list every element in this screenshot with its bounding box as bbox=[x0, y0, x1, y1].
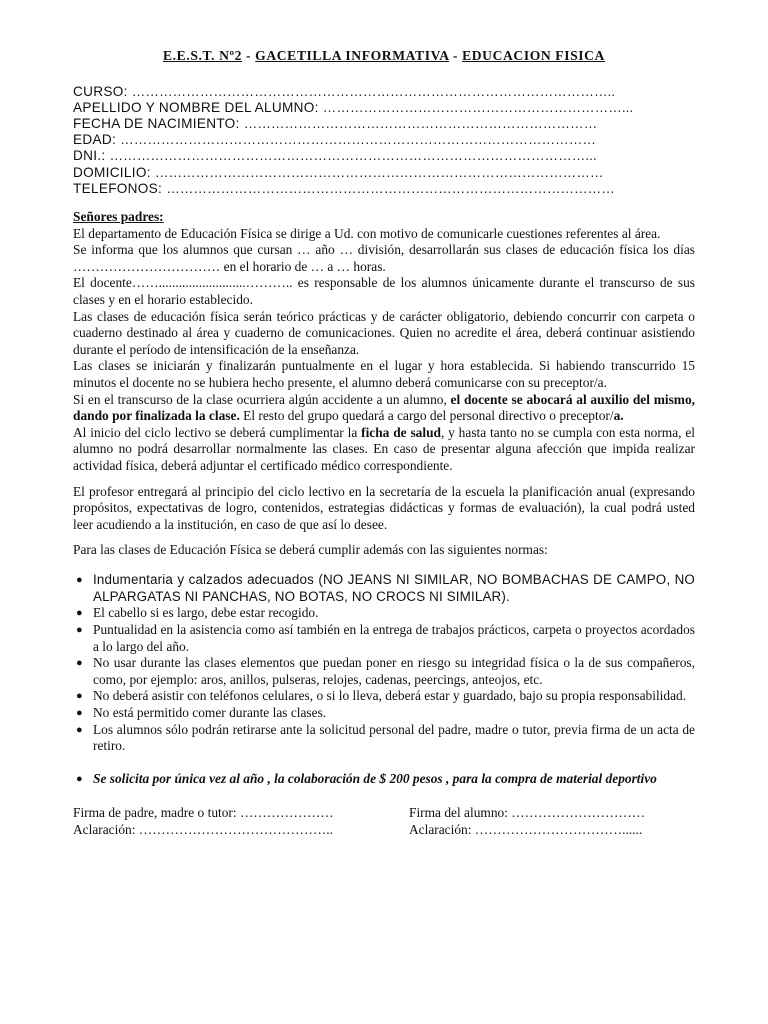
signature-right bbox=[409, 805, 695, 838]
form-field-birthdate: FECHA DE NACIMIENTO: …………………………………………………………………… bbox=[73, 116, 598, 131]
paragraph-punctuality: Las clases se iniciarán y finalizarán puntualmente en el lugar y hora establecida. Si habiendo transcurrido 15 minutos el docente no se hubiera hecho presente, el alumno deberá comunicarse con su preceptor/a. bbox=[73, 358, 695, 390]
student-signature-line: Firma del alumno: ………………………… bbox=[409, 805, 646, 821]
document-page bbox=[73, 48, 695, 839]
paragraph-schedule: Se informa que los alumnos que cursan … año … división, desarrollarán sus clases de educación física los días …………………………… en el horario de … a … horas. bbox=[73, 242, 695, 274]
form-field-dni: DNI.: ……………………………………………………………………………………………... bbox=[73, 148, 597, 164]
student-clarification-line: Aclaración: ……………………………...... bbox=[409, 822, 643, 838]
paragraph-teacher: El docente……..........................……….. es responsable de los alumnos únicamente durante el transcurso de sus clases y en el horario establecido. bbox=[73, 275, 695, 307]
list-item: ● Puntualidad en la asistencia como así también en la entrega de trabajos prácticos, carpeta o proyectos acordados a lo largo del año. bbox=[73, 622, 695, 655]
signature-left bbox=[73, 805, 409, 838]
paragraph-health-form: Al inicio del ciclo lectivo se deberá cumplimentar la ficha de salud, y hasta tanto no se cumpla con esta norma, el alumno no podrá desarrollar normalmente las clases. En caso de presentar alguna afección que impida realizar actividad física, deberá adjuntar el certificado médico correspondiente. bbox=[73, 424, 696, 473]
form-field-name: APELLIDO Y NOMBRE DEL ALUMNO: …………………………………………………………... bbox=[73, 99, 634, 115]
paragraph-norms-intro: Para las clases de Educación Física se deberá cumplir además con las siguientes normas: bbox=[73, 542, 548, 558]
school-name: E.E.S.T. Nº2 bbox=[163, 48, 243, 63]
form-field-phones: TELEFONOS: ……………………………………………………………………………………… bbox=[73, 180, 615, 196]
list-item: ● El cabello si es largo, debe estar recogido. bbox=[73, 605, 695, 622]
form-field-address: DOMICILIO: ……………………………………………………………………………………… bbox=[73, 164, 604, 180]
list-item: ● Los alumnos sólo podrán retirarse ante la solicitud personal del padre, madre o tutor, previa firma de un acta de retiro. bbox=[73, 722, 695, 755]
salutation: Señores padres: bbox=[73, 209, 164, 225]
list-item: ● Indumentaria y calzados adecuados (NO JEANS NI SIMILAR, NO BOMBACHAS DE CAMPO, NO ALPARGATAS NI PANCHAS, NO BOTAS, NO CROCS NI SIMILAR). bbox=[73, 572, 695, 606]
contribution-note: ● Se solicita por única vez al año , la colaboración de $ 200 pesos , para la compra de material deportivo bbox=[73, 771, 695, 788]
parent-clarification-line: Aclaración: …………………………………….. bbox=[73, 822, 333, 838]
paragraph-intro: El departamento de Educación Física se dirige a Ud. con motivo de comunicarle cuestiones referentes al área. bbox=[73, 225, 661, 241]
list-item: ● No deberá asistir con teléfonos celulares, o si lo lleva, deberá estar y guardado, bajo su propia responsabilidad. bbox=[73, 688, 695, 705]
paragraph-class-type: Las clases de educación física serán teórico prácticas y de carácter obligatorio, debiendo concurrir con carpeta o cuaderno destinado al área y cuaderno de comunicaciones. Quien no acredite el área, deberá continuar asistiendo durante el período de intensificación de la enseñanza. bbox=[73, 308, 695, 357]
document-title: E.E.S.T. Nº2 - GACETILLA INFORMATIVA - EDUCACION FISICA bbox=[163, 48, 605, 63]
paragraph-planning: El profesor entregará al principio del ciclo lectivo en la secretaría de la escuela la planificación anual (expresando propósitos, expectativas de logro, contenidos, estrategias didácticas y formas de evaluación), la cual podrá usted leer acudiendo a la institución, en caso de que así lo desee. bbox=[73, 483, 695, 532]
signature-block bbox=[73, 805, 695, 838]
form-field-age: EDAD: …………………………………………………………………………………………… bbox=[73, 132, 596, 148]
form-field-curso: CURSO: …………………………………………………………………………………………….. bbox=[73, 83, 616, 99]
student-form bbox=[73, 84, 695, 197]
paragraph-accident: Si en el transcurso de la clase ocurriera algún accidente a un alumno, el docente se abocará al auxilio del mismo, dando por finalizada la clase. El resto del grupo quedará a cargo del personal directivo o preceptor/a. bbox=[73, 391, 695, 424]
parent-signature-line: Firma de padre, madre o tutor: ………………… bbox=[73, 805, 334, 821]
subject-title: EDUCACION FISICA bbox=[462, 48, 605, 63]
gazette-title: GACETILLA INFORMATIVA bbox=[255, 48, 449, 63]
contribution-note-list bbox=[73, 771, 695, 788]
list-item: ● No usar durante las clases elementos que puedan poner en riesgo su integridad física o la de sus compañeros, como, por ejemplo: aros, anillos, pulseras, relojes, cadenas, peercings, anteojos, etc. bbox=[73, 655, 695, 688]
list-item: ● No está permitido comer durante las clases. bbox=[73, 705, 695, 722]
rules-list bbox=[73, 572, 695, 755]
